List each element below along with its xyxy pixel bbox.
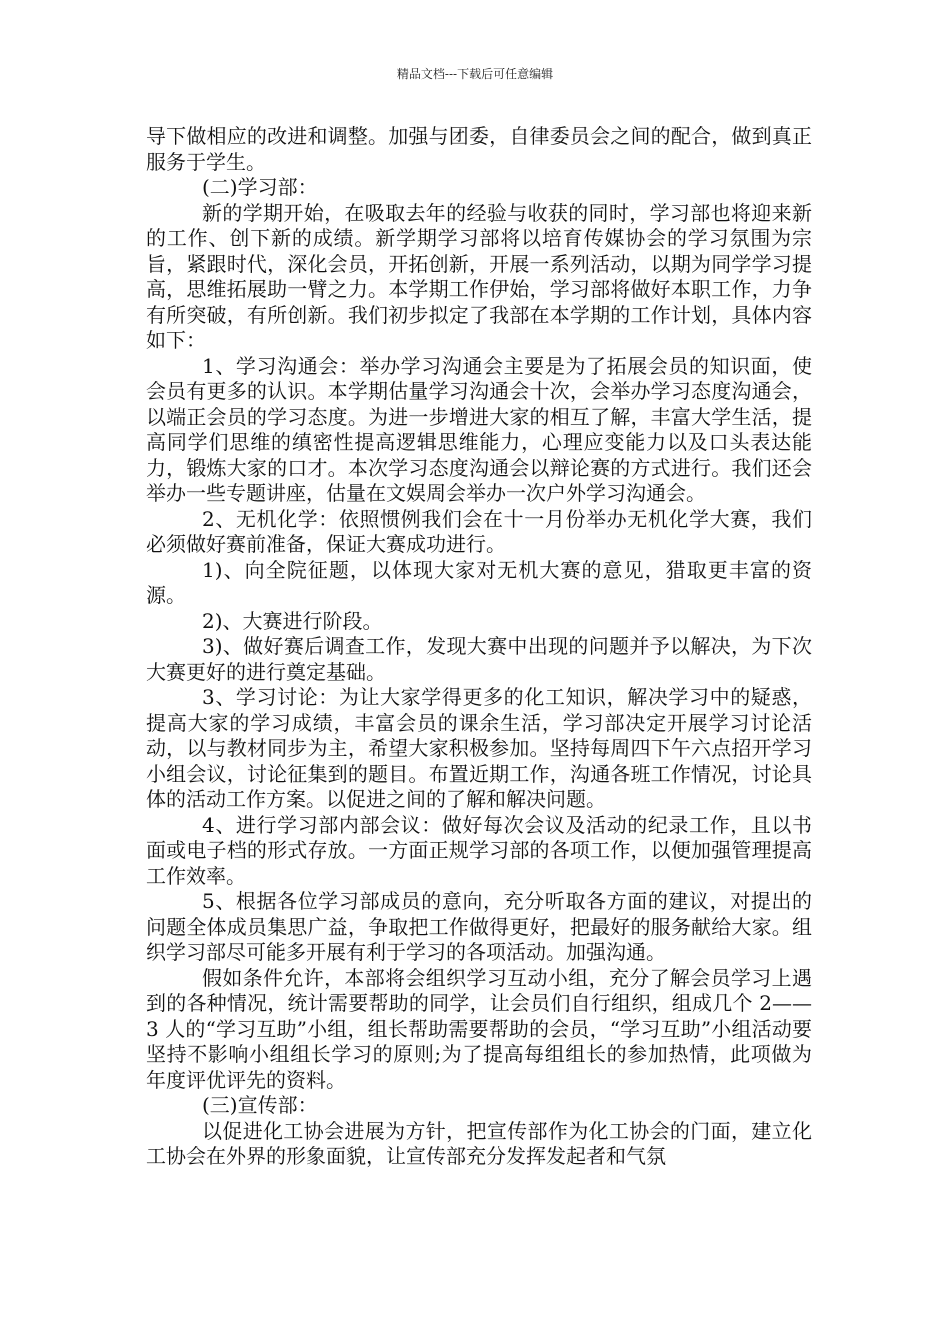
paragraph: 3、学习讨论：为让大家学得更多的化工知识，解决学习中的疑惑，提高大家的学习成绩，丰富会员的课余生活，学习部决定开展学习讨论活动，以与教材同步为主，希望大家积极参加。坚持每周四下午六点招开学习小组会议，讨论征集到的题目。布置近期工作，沟通各班工作情况，讨论具体的活动工作方案。以促进之间的了解和解决问题。 [146,685,812,811]
paragraph: 新的学期开始，在吸取去年的经验与收获的同时，学习部也将迎来新的工作、创下新的成绩。新学期学习部将以培育传媒协会的学习氛围为宗旨，紧跟时代，深化会员，开拓创新，开展一系列活动，以期为同学学习提高，思维拓展助一臂之力。本学期工作伊始，学习部将做好本职工作，力争有所突破，有所创新。我们初步拟定了我部在本学期的工作计划，具体内容如下： [146,200,812,352]
section-heading-study-dept: (二)学习部： [202,175,318,199]
paragraph: 以促进化工协会进展为方针，把宣传部作为化工协会的门面，建立化工协会在外界的形象面貌，让宣传部充分发挥发起者和气氛 [146,1118,812,1168]
paragraph: 2)、大赛进行阶段。 [202,608,383,633]
paragraph: 导下做相应的改进和调整。加强与团委，自律委员会之间的配合，做到真正服务于学生。 [146,124,812,174]
paragraph: 假如条件允许，本部将会组织学习互动小组，充分了解会员学习上遇到的各种情况，统计需要帮助的同学，让会员们自行组织，组成几个 2——3 人的“学习互助”小组，组长帮助需要帮助的会员，“学习互助”小组活动要坚持不影响小组组长学习的原则;为了提高每组组长的参加热情，此项做为年度评优评先的资料。 [146,965,812,1092]
section-heading-publicity-dept: (三)宣传部： [202,1093,318,1117]
paragraph: 2、无机化学：依照惯例我们会在十一月份举办无机化学大赛，我们必须做好赛前准备，保证大赛成功进行。 [146,506,812,556]
document-body [146,124,812,1170]
page-header: 精品文档---下载后可任意编辑 [396,67,554,81]
paragraph: 4、进行学习部内部会议：做好每次会议及活动的纪录工作，且以书面或电子档的形式存放。一方面正规学习部的各项工作，以便加强管理提高工作效率。 [146,812,812,888]
paragraph: 1)、向全院征题，以体现大家对无机大赛的意见，猎取更丰富的资源。 [146,557,812,607]
paragraph: 5、根据各位学习部成员的意向，充分听取各方面的建议，对提出的问题全体成员集思广益，争取把工作做得更好，把最好的服务献给大家。组织学习部尽可能多开展有利于学习的各项活动。加强沟通。 [146,889,812,964]
paragraph: 1、学习沟通会：举办学习沟通会主要是为了拓展会员的知识面，使会员有更多的认识。本学期估量学习沟通会十次，会举办学习态度沟通会，以端正会员的学习态度。为进一步增进大家的相互了解，丰富大学生活，提高同学们思维的缜密性提高逻辑思维能力，心理应变能力以及口头表达能力，锻炼大家的口才。本次学习态度沟通会以辩论赛的方式进行。我们还会举办一些专题讲座，估量在文娱周会举办一次户外学习沟通会。 [146,353,812,505]
paragraph: 3)、做好赛后调查工作，发现大赛中出现的问题并予以解决，为下次大赛更好的进行奠定基础。 [146,634,812,684]
